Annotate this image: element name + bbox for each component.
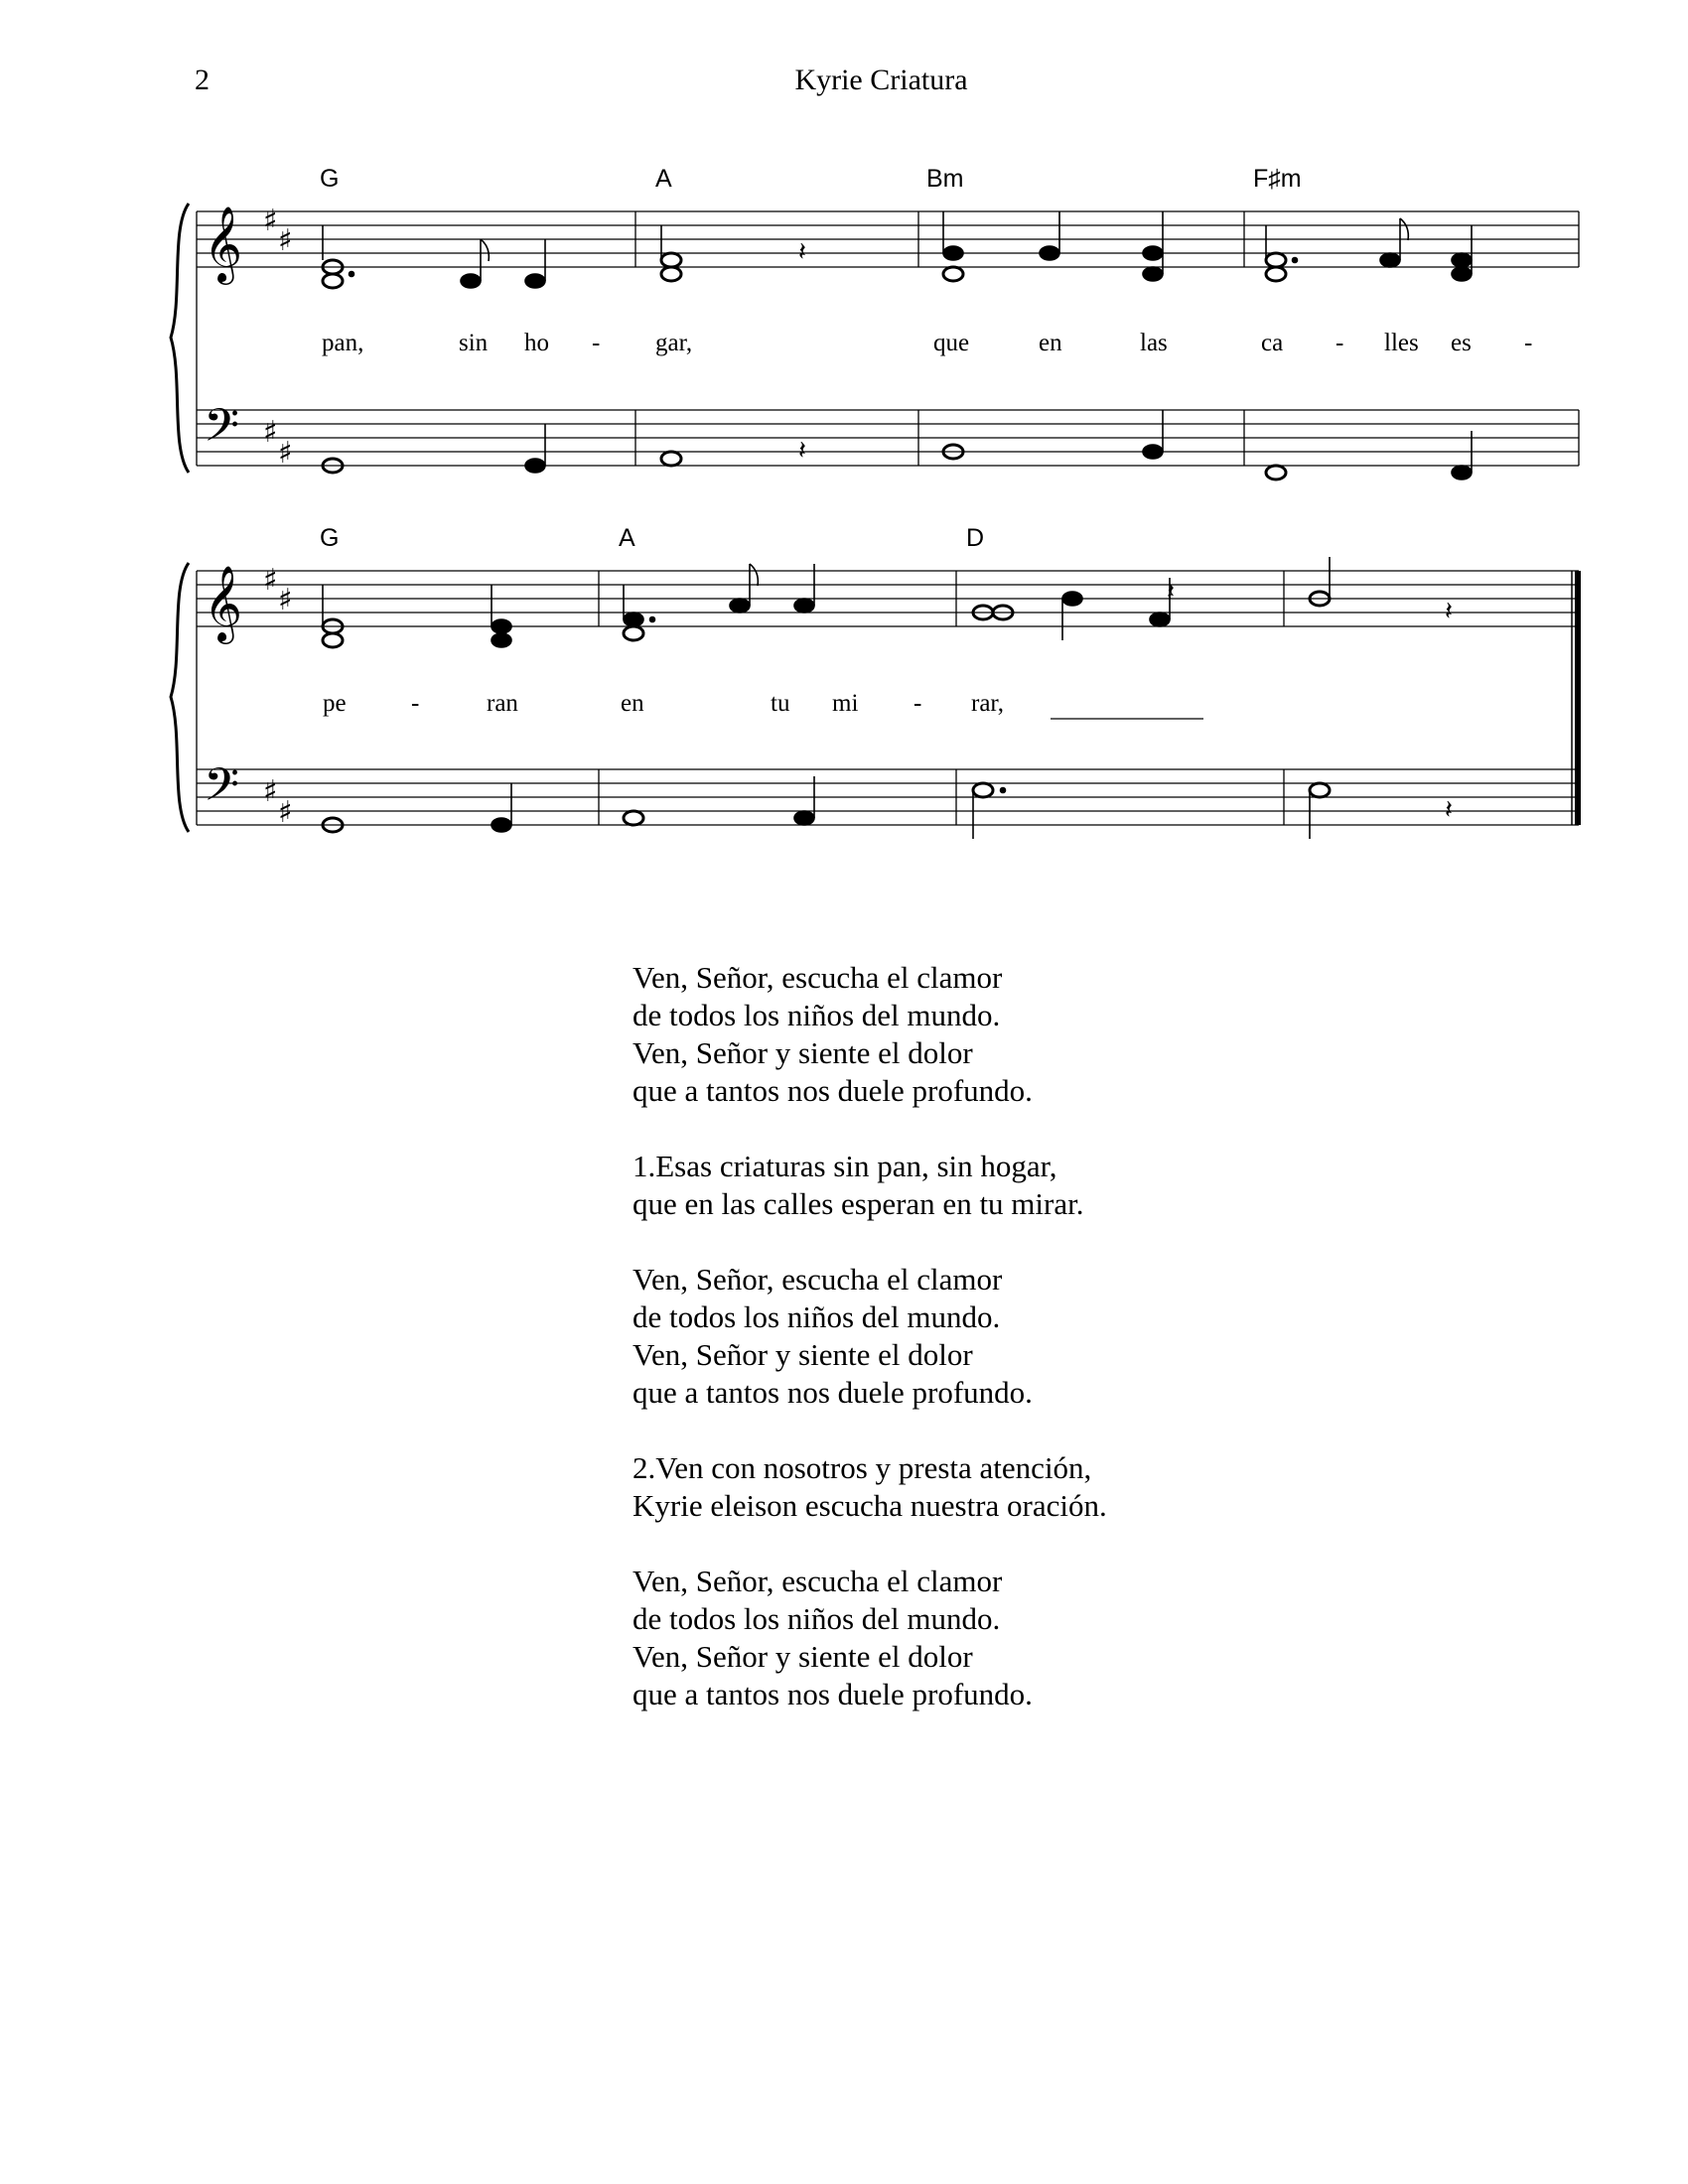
lyric-line: que a tantos nos duele profundo.	[633, 1677, 1033, 1711]
lyric-syllable: que	[933, 330, 970, 356]
refrain-stanza	[633, 1563, 1107, 1713]
brace-2	[171, 563, 189, 832]
lyric-syllable: las	[1140, 330, 1168, 356]
page-number: 2	[195, 64, 210, 96]
lyric-syllable: en	[1039, 330, 1062, 356]
lyric-syllable: ca	[1261, 330, 1284, 356]
lyric-syllable: es	[1451, 330, 1472, 356]
lyric-line: que a tantos nos duele profundo.	[633, 1073, 1033, 1108]
treble-notes-1	[323, 211, 1472, 288]
lyric-syllable: gar,	[655, 330, 693, 356]
chord-symbol: D	[966, 524, 985, 552]
lyric-syllable: -	[1524, 330, 1533, 356]
lyric-syllable: -	[1336, 330, 1344, 356]
lyric-syllable: -	[411, 690, 420, 717]
lyric-syllable: en	[621, 690, 644, 717]
lyrics-text	[633, 959, 1107, 1751]
chord-symbol: A	[619, 524, 635, 552]
lyric-line: de todos los niños del mundo.	[633, 1601, 1001, 1636]
lyric-line: Ven, Señor y siente el dolor	[633, 1035, 973, 1070]
final-barline	[1572, 571, 1581, 825]
sharp-icon: ♯	[278, 436, 293, 471]
lyric-syllable: sin	[459, 330, 489, 356]
treble-staff-1	[197, 211, 1579, 267]
lyric-syllable: pan,	[322, 330, 364, 356]
sharp-icon: ♯	[278, 583, 293, 617]
sharp-icon: ♯	[278, 223, 293, 258]
lyric-syllable: ran	[487, 690, 518, 717]
lyric-syllable: rar,	[971, 690, 1004, 717]
lyric-syllable: -	[592, 330, 601, 356]
lyric-line: que a tantos nos duele profundo.	[633, 1375, 1033, 1410]
bass-clef-icon: 𝄢	[204, 399, 240, 464]
verse-stanza	[633, 1148, 1107, 1223]
lyric-line: de todos los niños del mundo.	[633, 998, 1001, 1032]
lyric-syllable: lles	[1384, 330, 1419, 356]
refrain-stanza	[633, 959, 1107, 1110]
brace-1	[171, 204, 189, 473]
lyric-line: Ven, Señor, escucha el clamor	[633, 1262, 1003, 1297]
chord-symbol: Bm	[926, 165, 964, 193]
bass-staff-1	[197, 410, 1579, 466]
sharp-icon: ♯	[263, 563, 278, 598]
lyric-line: Kyrie eleison escucha nuestra oración.	[633, 1488, 1107, 1523]
svg-text:𝄽: 𝄽	[1167, 578, 1175, 608]
bass-clef-icon: 𝄢	[204, 758, 240, 823]
lyric-syllable: -	[914, 690, 922, 717]
lyric-line: Ven, Señor y siente el dolor	[633, 1337, 973, 1372]
lyric-line: que en las calles esperan en tu mirar.	[633, 1186, 1084, 1221]
lyric-line: Ven, Señor, escucha el clamor	[633, 960, 1003, 995]
lyric-line: Ven, Señor y siente el dolor	[633, 1639, 973, 1674]
refrain-stanza	[633, 1261, 1107, 1412]
lyric-line: de todos los niños del mundo.	[633, 1299, 1001, 1334]
sharp-icon: ♯	[278, 795, 293, 830]
chord-symbol: G	[320, 524, 340, 552]
chord-symbol: F♯m	[1253, 165, 1302, 193]
lyric-syllable: ho	[524, 330, 549, 356]
bass-staff-2	[197, 769, 1579, 825]
lyric-syllable: pe	[323, 690, 347, 717]
sharp-icon: ♯	[263, 204, 278, 238]
page-title: Kyrie Criatura	[794, 64, 968, 96]
verse-stanza	[633, 1449, 1107, 1525]
sharp-icon: ♯	[263, 415, 278, 450]
svg-text:𝄽: 𝄽	[798, 237, 806, 267]
chord-symbol: G	[320, 165, 340, 193]
lyric-line: 2.Ven con nosotros y presta atención,	[633, 1450, 1092, 1485]
svg-text:𝄽: 𝄽	[798, 436, 806, 466]
lyric-line: 1.Esas criaturas sin pan, sin hogar,	[633, 1149, 1057, 1183]
svg-text:𝄽: 𝄽	[1445, 597, 1453, 626]
lyric-syllable: mi	[832, 690, 859, 717]
treble-staff-2	[197, 571, 1579, 626]
treble-clef-icon: 𝄞	[204, 565, 243, 641]
treble-clef-icon: 𝄞	[204, 205, 243, 282]
bass-notes-1	[323, 410, 1472, 479]
sharp-icon: ♯	[263, 774, 278, 809]
lyric-syllable: tu	[771, 690, 790, 717]
lyric-line: Ven, Señor, escucha el clamor	[633, 1564, 1003, 1598]
chord-symbol: A	[655, 165, 672, 193]
bass-notes-2	[323, 776, 1453, 839]
svg-text:𝄽: 𝄽	[1445, 795, 1453, 825]
barlines-1	[197, 211, 1579, 466]
music-score	[0, 0, 1688, 893]
